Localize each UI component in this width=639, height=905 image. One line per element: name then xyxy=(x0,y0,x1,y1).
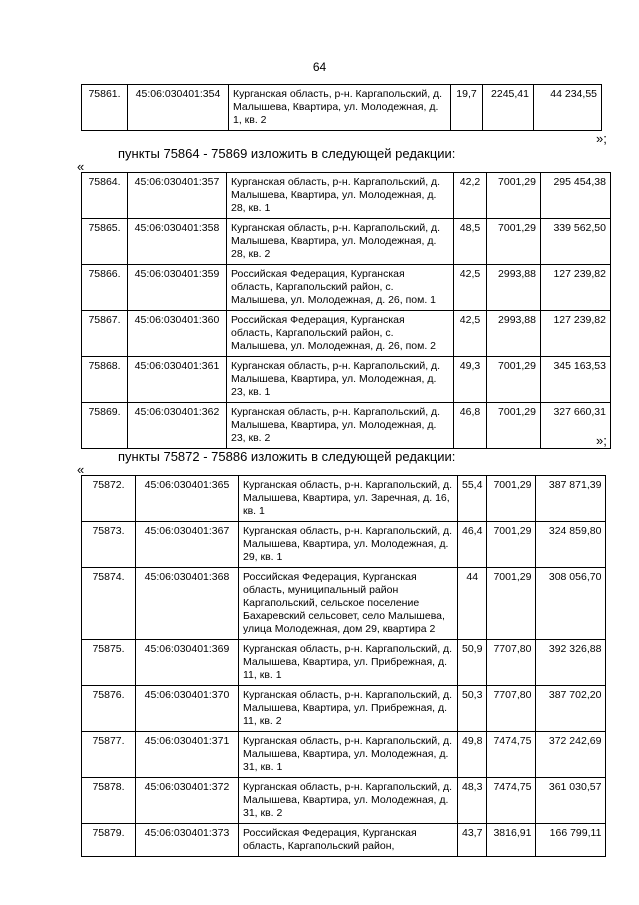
cadastral-number-cell: 45:06:030401:370 xyxy=(136,686,239,732)
address-cell: Российская Федерация, Курганская область, Каргапольский район, с. Малышева, ул. Молодежная, д. 26, пом. 2 xyxy=(227,311,454,357)
cadastral-cost-cell: 127 239,82 xyxy=(541,311,611,357)
cadastral-number-cell: 45:06:030401:360 xyxy=(128,311,227,357)
cadastral-number-cell: 45:06:030401:358 xyxy=(128,219,227,265)
area-cell: 19,7 xyxy=(451,85,483,131)
row-number-cell: 75876. xyxy=(82,686,136,732)
cadastral-cost-cell: 387 871,39 xyxy=(536,476,606,522)
address-cell: Курганская область, р-н. Каргапольский, д. Малышева, Квартира, ул. Молодежная, д. 31, кв. 1 xyxy=(239,732,458,778)
area-cell: 50,3 xyxy=(458,686,487,732)
cadastral-number-cell: 45:06:030401:354 xyxy=(128,85,229,131)
cadastral-cost-cell: 127 239,82 xyxy=(541,265,611,311)
unit-price-cell: 7001,29 xyxy=(487,403,541,449)
unit-price-cell: 7001,29 xyxy=(487,476,536,522)
unit-price-cell: 7001,29 xyxy=(487,568,536,640)
unit-price-cell: 3816,91 xyxy=(487,824,536,857)
table-row xyxy=(82,522,606,568)
cadastral-cost-cell: 295 454,38 xyxy=(541,173,611,219)
area-cell: 50,9 xyxy=(458,640,487,686)
cadastral-number-cell: 45:06:030401:365 xyxy=(136,476,239,522)
table-row xyxy=(82,824,606,857)
cadastral-cost-cell: 308 056,70 xyxy=(536,568,606,640)
table-row xyxy=(82,568,606,640)
cadastral-number-cell: 45:06:030401:359 xyxy=(128,265,227,311)
row-number-cell: 75865. xyxy=(82,219,128,265)
row-number-cell: 75877. xyxy=(82,732,136,778)
area-cell: 44 xyxy=(458,568,487,640)
closing-quote: »; xyxy=(596,433,607,448)
amendment-paragraph: пункты 75872 - 75886 изложить в следующей редакции: xyxy=(118,449,456,464)
table-body xyxy=(82,85,602,131)
cadastral-number-cell: 45:06:030401:369 xyxy=(136,640,239,686)
closing-quote: »; xyxy=(596,131,607,146)
area-cell: 42,2 xyxy=(454,173,487,219)
page-number: 64 xyxy=(312,60,327,74)
cadastral-cost-cell: 372 242,69 xyxy=(536,732,606,778)
table-row xyxy=(82,640,606,686)
cadastral-number-cell: 45:06:030401:367 xyxy=(136,522,239,568)
row-number-cell: 75879. xyxy=(82,824,136,857)
area-cell: 43,7 xyxy=(458,824,487,857)
unit-price-cell: 7001,29 xyxy=(487,173,541,219)
cadastral-cost-cell: 339 562,50 xyxy=(541,219,611,265)
cadastral-cost-cell: 387 702,20 xyxy=(536,686,606,732)
cadastral-number-cell: 45:06:030401:362 xyxy=(128,403,227,449)
address-cell: Курганская область, р-н. Каргапольский, д. Малышева, Квартира, ул. Прибрежная, д. 11, кв. 2 xyxy=(239,686,458,732)
unit-price-cell: 7707,80 xyxy=(487,686,536,732)
amendment-paragraph: пункты 75864 - 75869 изложить в следующей редакции: xyxy=(118,146,456,161)
table-row xyxy=(82,778,606,824)
cadastral-number-cell: 45:06:030401:357 xyxy=(128,173,227,219)
unit-price-cell: 7474,75 xyxy=(487,778,536,824)
property-table-2 xyxy=(81,172,611,449)
unit-price-cell: 7474,75 xyxy=(487,732,536,778)
row-number-cell: 75868. xyxy=(82,357,128,403)
address-cell: Курганская область, р-н. Каргапольский, д. Малышева, Квартира, ул. Молодежная, д. 23, кв. 2 xyxy=(227,403,454,449)
property-table-1 xyxy=(81,84,602,131)
cadastral-cost-cell: 44 234,55 xyxy=(534,85,602,131)
area-cell: 42,5 xyxy=(454,265,487,311)
unit-price-cell: 7001,29 xyxy=(487,357,541,403)
unit-price-cell: 2245,41 xyxy=(483,85,534,131)
unit-price-cell: 7001,29 xyxy=(487,219,541,265)
address-cell: Курганская область, р-н. Каргапольский, д. Малышева, Квартира, ул. Молодежная, д. 28, кв. 2 xyxy=(227,219,454,265)
address-cell: Российская Федерация, Курганская область, Каргапольский район, с. Малышева, ул. Молодежная, д. 26, пом. 1 xyxy=(227,265,454,311)
cadastral-number-cell: 45:06:030401:371 xyxy=(136,732,239,778)
cadastral-cost-cell: 392 326,88 xyxy=(536,640,606,686)
table-row xyxy=(82,403,611,449)
row-number-cell: 75861. xyxy=(82,85,128,131)
area-cell: 46,8 xyxy=(454,403,487,449)
table-row xyxy=(82,265,611,311)
row-number-cell: 75874. xyxy=(82,568,136,640)
row-number-cell: 75864. xyxy=(82,173,128,219)
area-cell: 49,3 xyxy=(454,357,487,403)
unit-price-cell: 7707,80 xyxy=(487,640,536,686)
row-number-cell: 75872. xyxy=(82,476,136,522)
table-row xyxy=(82,85,602,131)
table-body xyxy=(82,173,611,449)
address-cell: Российская Федерация, Курганская область, муниципальный район Каргапольский, сельское поселение Бахаревский сельсовет, село Малышева, улица Молодежная, дом 29, квартира 2 xyxy=(239,568,458,640)
address-cell: Курганская область, р-н. Каргапольский, д. Малышева, Квартира, ул. Молодежная, д. 1, кв. 2 xyxy=(229,85,451,131)
property-table-3 xyxy=(81,475,606,857)
address-cell: Российская Федерация, Курганская область, Каргапольский район, xyxy=(239,824,458,857)
table-row xyxy=(82,686,606,732)
unit-price-cell: 2993,88 xyxy=(487,265,541,311)
area-cell: 48,3 xyxy=(458,778,487,824)
row-number-cell: 75873. xyxy=(82,522,136,568)
area-cell: 46,4 xyxy=(458,522,487,568)
row-number-cell: 75867. xyxy=(82,311,128,357)
cadastral-number-cell: 45:06:030401:373 xyxy=(136,824,239,857)
unit-price-cell: 2993,88 xyxy=(487,311,541,357)
address-cell: Курганская область, р-н. Каргапольский, д. Малышева, Квартира, ул. Молодежная, д. 31, кв. 2 xyxy=(239,778,458,824)
table-row xyxy=(82,173,611,219)
row-number-cell: 75866. xyxy=(82,265,128,311)
opening-quote: « xyxy=(77,159,85,174)
area-cell: 48,5 xyxy=(454,219,487,265)
row-number-cell: 75875. xyxy=(82,640,136,686)
cadastral-cost-cell: 166 799,11 xyxy=(536,824,606,857)
row-number-cell: 75869. xyxy=(82,403,128,449)
cadastral-number-cell: 45:06:030401:368 xyxy=(136,568,239,640)
table-row xyxy=(82,357,611,403)
table-row xyxy=(82,311,611,357)
table-row xyxy=(82,476,606,522)
table-body xyxy=(82,476,606,857)
cadastral-cost-cell: 361 030,57 xyxy=(536,778,606,824)
cadastral-cost-cell: 345 163,53 xyxy=(541,357,611,403)
address-cell: Курганская область, р-н. Каргапольский, д. Малышева, Квартира, ул. Молодежная, д. 29, кв. 1 xyxy=(239,522,458,568)
cadastral-cost-cell: 327 660,31 xyxy=(541,403,611,449)
table-row xyxy=(82,219,611,265)
address-cell: Курганская область, р-н. Каргапольский, д. Малышева, Квартира, ул. Молодежная, д. 23, кв. 1 xyxy=(227,357,454,403)
unit-price-cell: 7001,29 xyxy=(487,522,536,568)
cadastral-number-cell: 45:06:030401:361 xyxy=(128,357,227,403)
area-cell: 55,4 xyxy=(458,476,487,522)
row-number-cell: 75878. xyxy=(82,778,136,824)
cadastral-cost-cell: 324 859,80 xyxy=(536,522,606,568)
area-cell: 42,5 xyxy=(454,311,487,357)
address-cell: Курганская область, р-н. Каргапольский, д. Малышева, Квартира, ул. Прибрежная, д. 11, кв. 1 xyxy=(239,640,458,686)
address-cell: Курганская область, р-н. Каргапольский, д. Малышева, Квартира, ул. Молодежная, д. 28, кв. 1 xyxy=(227,173,454,219)
address-cell: Курганская область, р-н. Каргапольский, д. Малышева, Квартира, ул. Заречная, д. 16, кв. 1 xyxy=(239,476,458,522)
cadastral-number-cell: 45:06:030401:372 xyxy=(136,778,239,824)
table-row xyxy=(82,732,606,778)
opening-quote: « xyxy=(77,462,85,477)
area-cell: 49,8 xyxy=(458,732,487,778)
